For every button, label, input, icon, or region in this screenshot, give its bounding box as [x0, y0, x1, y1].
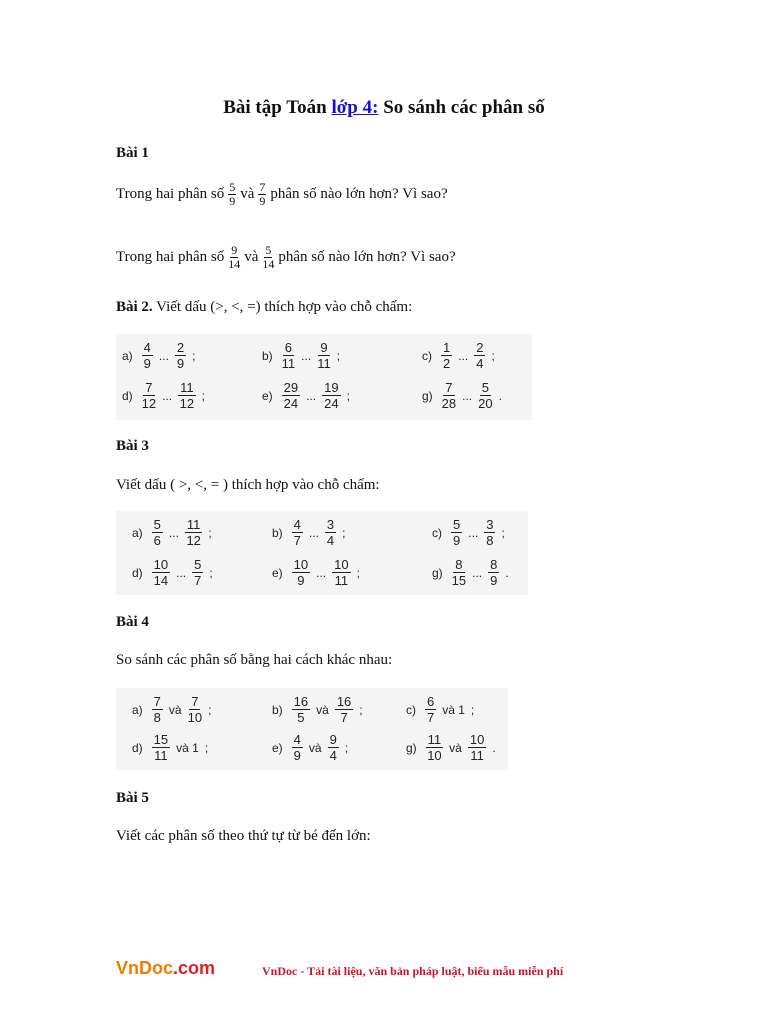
denominator: 9: [297, 573, 305, 588]
item-end: .: [492, 740, 496, 755]
comparison-blank: ...: [458, 348, 469, 363]
item-end: .: [505, 565, 509, 580]
exercise-2-item-d: [122, 380, 208, 411]
denominator: 11: [281, 356, 296, 371]
fraction: [282, 340, 296, 371]
item-end: ;: [208, 702, 212, 717]
item-label: d): [122, 388, 133, 403]
item-label: c): [406, 702, 416, 717]
fraction: [426, 732, 444, 763]
exercise-2-label: Bài 2.: [116, 299, 153, 315]
item-label: b): [272, 702, 283, 717]
logo-text: VnDoc: [116, 958, 174, 978]
exercise-2-item-g: [422, 380, 505, 411]
fraction: [152, 694, 163, 725]
exercise-4-item-a: [132, 694, 214, 725]
fraction: [332, 557, 350, 588]
question-text: phân số nào lớn hơn? Vì sao?: [270, 186, 448, 202]
denominator: 20: [478, 396, 493, 411]
denominator: 5: [297, 710, 305, 725]
numerator: 9: [231, 243, 238, 257]
denominator: 8: [486, 533, 494, 548]
exercise-1-question-2: [116, 244, 456, 271]
numerator: 2: [176, 340, 185, 355]
fraction: [152, 517, 163, 548]
numerator: 4: [293, 732, 301, 747]
denominator: 11: [154, 748, 168, 763]
item-label: c): [422, 348, 432, 363]
fraction: [152, 732, 170, 763]
numerator: 8: [455, 557, 463, 572]
connector-text: và: [449, 740, 462, 755]
connector-text: và: [240, 186, 255, 202]
denominator: 24: [324, 396, 339, 411]
connector-text: và 1: [176, 740, 199, 755]
denominator: 11: [317, 356, 331, 371]
item-label: g): [422, 388, 433, 403]
denominator: 24: [283, 396, 299, 411]
comparison-blank: ...: [308, 525, 319, 540]
numerator: 15: [153, 732, 169, 747]
fraction: [322, 380, 340, 411]
comparison-blank: ...: [158, 348, 169, 363]
comparison-blank: ...: [168, 525, 179, 540]
item-end: ;: [491, 348, 495, 363]
item-label: g): [406, 740, 417, 755]
item-label: e): [262, 388, 273, 403]
exercise-4-item-e: [272, 732, 351, 763]
item-end: ;: [356, 565, 360, 580]
numerator: 9: [320, 340, 328, 355]
fraction: [282, 380, 300, 411]
item-end: ;: [204, 740, 209, 755]
item-label: e): [272, 740, 283, 755]
item-end: ;: [208, 525, 212, 540]
connector-text: và 1: [442, 702, 465, 717]
numerator: 5: [153, 517, 161, 532]
grade-link[interactable]: lớp 4:: [331, 97, 379, 118]
numerator: 11: [427, 732, 442, 747]
exercise-4-instruction: So sánh các phân số bằng hai cách khác nhau:: [116, 652, 393, 668]
denominator: 12: [179, 396, 195, 411]
numerator: 7: [445, 380, 453, 395]
denominator: 6: [153, 533, 161, 548]
exercise-2-heading: [116, 299, 412, 316]
comparison-blank: ...: [316, 565, 327, 580]
fraction: [335, 694, 353, 725]
numerator: 8: [490, 557, 498, 572]
denominator: 15: [451, 573, 467, 588]
fraction: [451, 517, 462, 548]
vndoc-logo[interactable]: [116, 958, 215, 979]
numerator: 7: [191, 694, 199, 709]
denominator: 10: [427, 748, 442, 763]
numerator: 16: [293, 694, 309, 709]
exercise-2-item-e: [262, 380, 353, 411]
fraction: [258, 181, 266, 208]
numerator: 5: [265, 243, 272, 257]
denominator: 4: [476, 356, 484, 371]
fraction: [292, 694, 310, 725]
numerator: 1: [443, 340, 451, 355]
fraction: [178, 380, 196, 411]
denominator: 7: [293, 533, 301, 548]
fraction: [142, 380, 156, 411]
denominator: 11: [334, 573, 349, 588]
denominator: 8: [153, 710, 161, 725]
exercise-3-item-d: [132, 557, 216, 588]
item-end: ;: [344, 740, 349, 755]
fraction: [142, 340, 153, 371]
exercise-3-heading: Bài 3: [116, 438, 149, 454]
numerator: 29: [283, 380, 299, 395]
item-label: a): [132, 525, 143, 540]
footer-tagline: VnDoc - Tải tài liệu, văn bản pháp luật, biểu mẫu miễn phí: [262, 964, 564, 978]
denominator: 9: [229, 194, 236, 208]
exercise-3-item-e: [272, 557, 363, 588]
numerator: 10: [293, 557, 309, 572]
denominator: 9: [143, 356, 151, 371]
item-end: ;: [359, 702, 363, 717]
exercise-4-item-d: [132, 732, 211, 763]
comparison-blank: ...: [468, 525, 479, 540]
exercise-3-item-g: [432, 557, 512, 588]
numerator: 6: [427, 694, 435, 709]
fraction: [292, 557, 310, 588]
fraction: [452, 557, 466, 588]
exercise-4-heading: Bài 4: [116, 614, 149, 630]
denominator: 9: [259, 194, 266, 208]
numerator: 3: [326, 517, 335, 532]
item-label: e): [272, 565, 283, 580]
logo-domain: .com: [173, 958, 216, 978]
item-label: a): [122, 348, 133, 363]
numerator: 4: [143, 340, 151, 355]
fraction: [484, 517, 495, 548]
numerator: 19: [324, 380, 339, 395]
denominator: 4: [326, 533, 335, 548]
numerator: 5: [481, 380, 489, 395]
item-end: ;: [192, 348, 196, 363]
connector-text: và: [244, 249, 259, 265]
numerator: 5: [453, 517, 461, 532]
exercise-5-instruction: Viết các phân số theo thứ tự từ bé đến lớn:: [116, 828, 371, 844]
denominator: 7: [427, 710, 435, 725]
denominator: 7: [340, 710, 348, 725]
denominator: 12: [186, 533, 201, 548]
exercise-2-item-c: [422, 340, 498, 371]
denominator: 14: [228, 257, 241, 271]
fraction: [488, 557, 499, 588]
exercise-2-item-b: [262, 340, 343, 371]
fraction: [325, 517, 336, 548]
denominator: 9: [176, 356, 185, 371]
fraction: [442, 380, 456, 411]
comparison-blank: ...: [162, 388, 173, 403]
item-end: ;: [501, 525, 505, 540]
numerator: 9: [329, 732, 337, 747]
exercise-2-panel: [116, 334, 532, 420]
item-end: ;: [342, 525, 346, 540]
denominator: 28: [441, 396, 457, 411]
comparison-blank: ...: [462, 388, 473, 403]
numerator: 5: [194, 557, 202, 572]
item-end: ;: [209, 565, 213, 580]
connector-text: và: [316, 702, 329, 717]
numerator: 3: [486, 517, 494, 532]
item-end: ;: [470, 702, 475, 717]
numerator: 16: [336, 694, 352, 709]
fraction: [192, 557, 203, 588]
item-label: d): [132, 740, 143, 755]
exercise-3-item-a: [132, 517, 215, 548]
denominator: 12: [141, 396, 157, 411]
numerator: 7: [145, 380, 153, 395]
fraction: [185, 517, 203, 548]
fraction: [262, 244, 274, 271]
item-label: c): [432, 525, 442, 540]
comparison-blank: ...: [176, 565, 187, 580]
numerator: 11: [186, 517, 201, 532]
exercise-3-instruction: Viết dấu ( >, <, = ) thích hợp vào chỗ chấm:: [116, 477, 380, 493]
exercise-1-heading: Bài 1: [116, 145, 149, 161]
comparison-blank: ...: [301, 348, 312, 363]
exercise-3-item-b: [272, 517, 349, 548]
exercise-3-panel: [116, 511, 528, 595]
numerator: 6: [284, 340, 293, 355]
question-text: phân số nào lớn hơn? Vì sao?: [278, 249, 456, 265]
numerator: 10: [469, 732, 485, 747]
denominator: 9: [490, 573, 498, 588]
fraction: [152, 557, 170, 588]
exercise-4-item-b: [272, 694, 366, 725]
question-text: Trong hai phân số: [116, 249, 225, 265]
comparison-blank: ...: [472, 565, 483, 580]
page-title: [0, 97, 768, 119]
numerator: 2: [476, 340, 484, 355]
item-label: a): [132, 702, 143, 717]
fraction: [292, 517, 303, 548]
title-text: Bài tập Toán: [223, 97, 332, 118]
item-end: ;: [201, 388, 205, 403]
exercise-1-question-1: [116, 181, 448, 208]
fraction: [175, 340, 186, 371]
numerator: 7: [153, 694, 161, 709]
item-end: ;: [336, 348, 341, 363]
exercise-4-panel: [116, 688, 508, 770]
denominator: 9: [453, 533, 461, 548]
connector-text: và: [168, 702, 182, 717]
numerator: 4: [293, 517, 301, 532]
item-label: b): [272, 525, 283, 540]
item-end: ;: [346, 388, 350, 403]
denominator: 10: [187, 710, 203, 725]
denominator: 11: [470, 748, 484, 763]
fraction: [425, 694, 436, 725]
fraction: [328, 732, 339, 763]
numerator: 7: [259, 180, 266, 194]
comparison-blank: ...: [306, 388, 317, 403]
exercise-2-instruction: Viết dấu (>, <, =) thích hợp vào chỗ chấm:: [152, 299, 413, 315]
fraction: [228, 244, 240, 271]
fraction: [468, 732, 486, 763]
fraction: [188, 694, 202, 725]
item-label: d): [132, 565, 143, 580]
item-end: .: [498, 388, 502, 403]
denominator: 14: [262, 257, 275, 271]
denominator: 4: [329, 748, 337, 763]
exercise-5-heading: Bài 5: [116, 790, 149, 806]
title-text-rest: So sánh các phân số: [378, 97, 545, 118]
question-text: Trong hai phân số: [116, 186, 225, 202]
denominator: 9: [293, 748, 301, 763]
fraction: [292, 732, 303, 763]
exercise-3-item-c: [432, 517, 508, 548]
numerator: 10: [153, 557, 169, 572]
fraction: [478, 380, 492, 411]
denominator: 2: [443, 356, 451, 371]
item-label: g): [432, 565, 443, 580]
denominator: 7: [194, 573, 202, 588]
connector-text: và: [308, 740, 322, 755]
fraction: [474, 340, 485, 371]
exercise-4-item-c: [406, 694, 477, 725]
fraction: [228, 181, 236, 208]
numerator: 11: [180, 380, 194, 395]
exercise-2-item-a: [122, 340, 199, 371]
denominator: 14: [153, 573, 169, 588]
item-label: b): [262, 348, 273, 363]
numerator: 10: [334, 557, 349, 572]
fraction: [317, 340, 331, 371]
fraction: [441, 340, 452, 371]
numerator: 5: [229, 180, 236, 194]
exercise-4-item-g: [406, 732, 499, 763]
